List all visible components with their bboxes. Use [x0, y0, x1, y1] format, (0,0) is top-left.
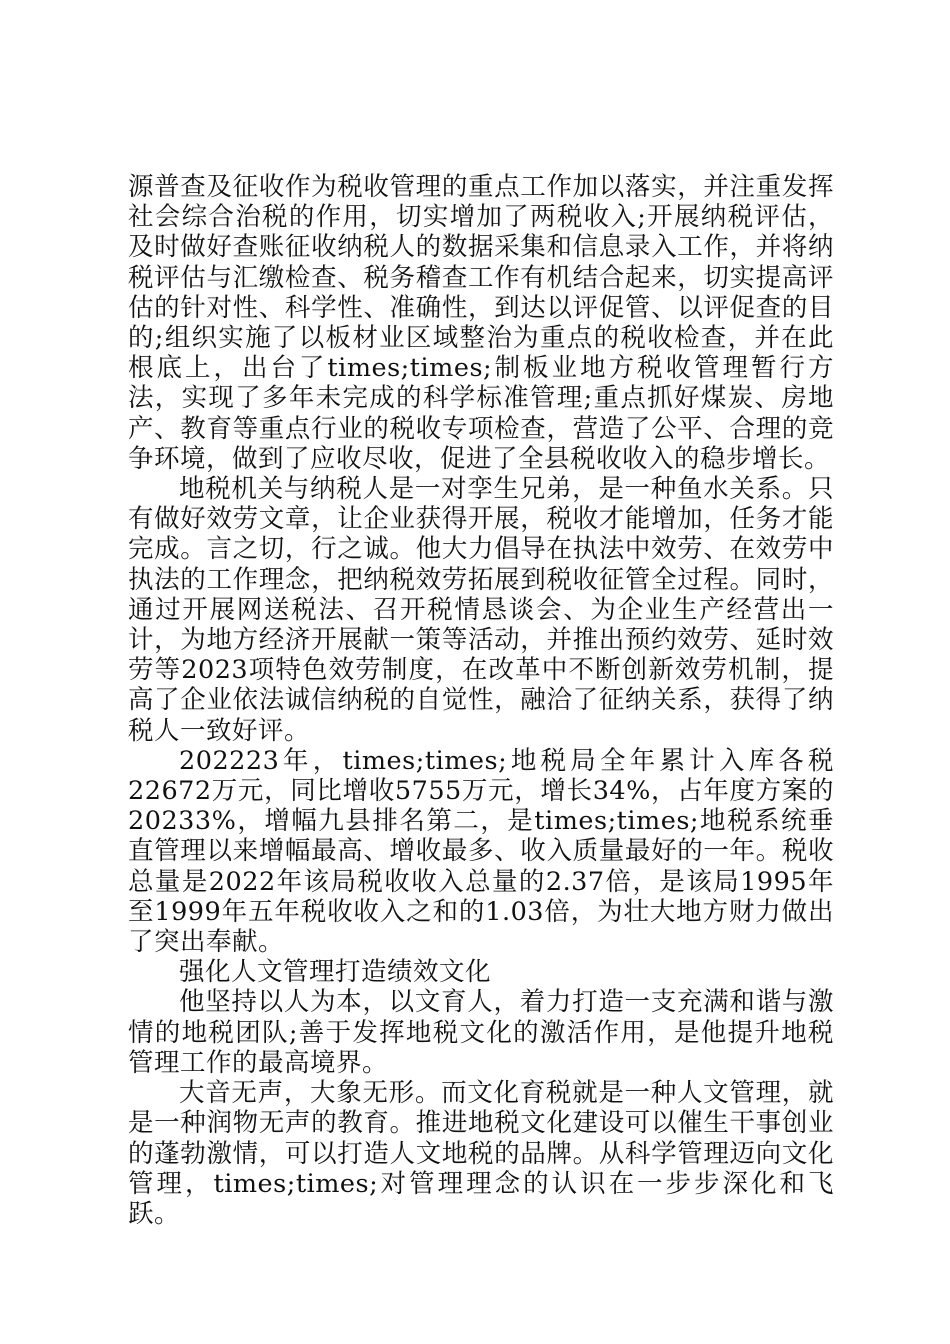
paragraph-people-oriented: 他坚持以人为本，以文育人，着力打造一支充满和谐与激情的地税团队;善于发挥地税文化的激活作用，是他提升地税管理工作的最高境界。	[128, 987, 834, 1078]
paragraph-revenue-results: 202223年，times;times;地税局全年累计入库各税22672万元，同比增收5755万元，增长34%，占年度方案的20233%，增幅九县排名第二，是times;times;地税系统垂直管理以来增幅最高、增收最多、收入质量最好的一年。税收总量是2022年该局税收收入总量的2.37倍，是该局1995年至1999年五年税收收入之和的1.03倍，为壮大地方财力做出了突出奉献。	[128, 745, 834, 958]
section-heading: 强化人文管理打造绩效文化	[179, 957, 492, 988]
document-body	[128, 172, 834, 1229]
paragraph-taxpayer-service: 地税机关与纳税人是一对孪生兄弟，是一种鱼水关系。只有做好效劳文章，让企业获得开展，税收才能增加，任务才能完成。言之切，行之诚。他大力倡导在执法中效劳、在效劳中执法的工作理念，把纳税效劳拓展到税收征管全过程。同时，通过开展网送税法、召开税情恳谈会、为企业生产经营出一计，为地方经济开展献一策等活动，并推出预约效劳、延时效劳等2023项特色效劳制度，在改革中不断创新效劳机制，提高了企业依法诚信纳税的自觉性，融洽了征纳关系，获得了纳税人一致好评。	[128, 474, 834, 746]
paragraph-culture-management: 大音无声，大象无形。而文化育税就是一种人文管理，就是一种润物无声的教育。推进地税文化建设可以催生干事创业的蓬勃激情，可以打造人文地税的品牌。从科学管理迈向文化管理，times;times;对管理理念的认识在一步步深化和飞跃。	[128, 1078, 834, 1229]
paragraph-continued: 源普查及征收作为税收管理的重点工作加以落实，并注重发挥社会综合治税的作用，切实增加了两税收入;开展纳税评估，及时做好查账征收纳税人的数据采集和信息录入工作，并将纳税评估与汇缴检查、税务稽查工作有机结合起来，切实提高评估的针对性、科学性、准确性，到达以评促管、以评促查的目的;组织实施了以板材业区域整治为重点的税收检查，并在此根底上，出台了times;times;制板业地方税收管理暂行方法，实现了多年未完成的科学标准管理;重点抓好煤炭、房地产、教育等重点行业的税收专项检查，营造了公平、合理的竞争环境，做到了应收尽收，促进了全县税收收入的稳步增长。	[128, 172, 834, 474]
